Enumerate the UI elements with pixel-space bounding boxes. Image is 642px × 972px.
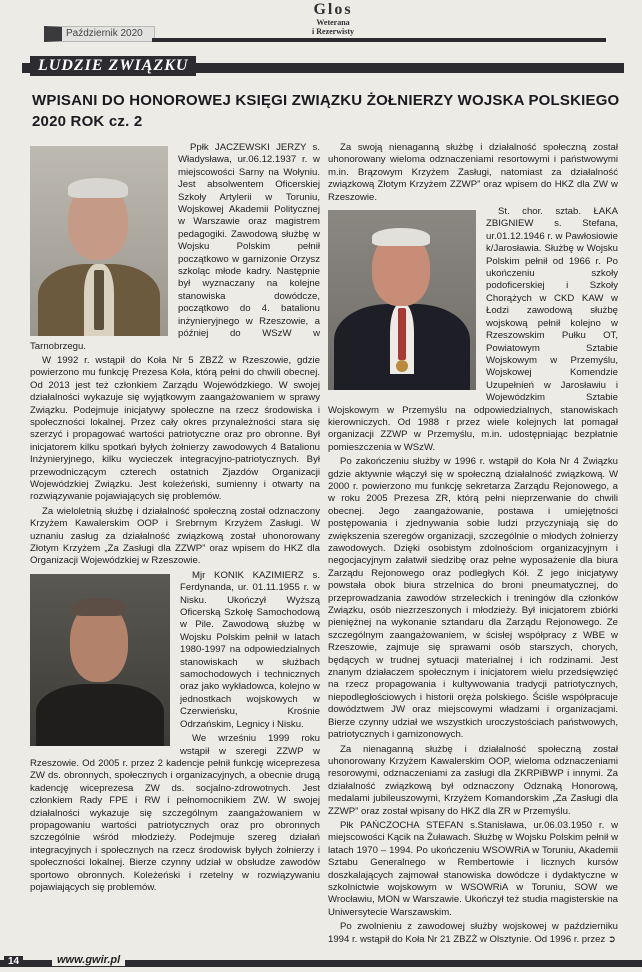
section-label: LUDZIE ZWIĄZKU — [30, 56, 196, 76]
section-banner — [22, 56, 624, 76]
article-body — [22, 142, 624, 966]
header-rule — [152, 38, 606, 42]
paragraph: Płk PAŃCZOCHA STEFAN s.Stanisława, ur.06.03.1950 r. w miejscowości Kącik na Żuławach. Służbę w Wojsku Polskim pełnił w latach 1970 – 1994. Po ukończeniu WSOWRiA w Toruniu, Akademii Sztabu Generalnego w Rembertowie i licznych kursów doszkalających zajmował stanowiska dowódcze i dydaktyczne w szkolnictwie wojskowym w WSOWRiA w Toruniu, SOW we Wrocławiu, MON w Warszawie. Ukończył też studia magisterskie na Uniwersytecie Warszawskim. — [328, 819, 618, 918]
paragraph: Za swoją nienaganną służbę i działalność społeczną został uhonorowany wieloma odznaczeniami resortowymi i państwowymi m.in. Brązowym Krzyżem Zasługi, natomiast za działalność związkową Złotym Krzyżem ZZWP” oraz wpisem do HKZ dla ZW w Rzeszowie. — [328, 142, 618, 203]
left-column — [30, 142, 320, 896]
article-title: WPISANI DO HONOROWEJ KSIĘGI ZWIĄZKU ŻOŁNIERZY WOJSKA POLSKIEGO 2020 ROK cz. 2 — [32, 92, 620, 130]
paragraph: St. chor. sztab. ŁAKA ZBIGNIEW s. Stefana, ur.01.12.1946 r. w Pawłosiowie k/Jarosławia. Służbę w Wojsku Polskim pełnił od 1966 r. Po ukończeniu szkoły podoficerskiej i Szkoły Chorążych w CKD KAW w Łodzi zawodową służbę wojskową pełnił kolejno w Rzeszowskim Pułku OT, Powiatowym Sztabie Wojskowym w Przemyślu, Wojskowej Komendzie Uzupełnień w Jarosławiu i Wojewódzkim Sztabie Wojskowym w Przemyślu na odpowiedzialnych, stanowiskach kierowniczych. Od 1988 r przez wiele kolejnych lat pomagał organizacji ZZWP w Przemyślu, m.in. udostępniając bezpłatnie pomieszczenia w WSzW. — [328, 206, 618, 453]
portrait-photo-laka — [328, 210, 476, 390]
paragraph: Za wieloletnią służbę i działalność społeczną został odznaczony Krzyżem Kawalerskim OOP i Srebrnym Krzyżem Zasługi. W uznaniu zasług za działalność związkową został uhonorowany Złotym Krzyżem „Za Zasługi dla ZZWP” oraz wpisem do HKZ dla Organizacji Wojewódzkiej w Rzeszowie. — [30, 505, 320, 567]
paragraph: Po zwolnieniu z zawodowej służby wojskowej w październiku 1994 r. wstąpił do Koła Nr 21 ZBZŻ w Olsztynie. Od 1996 r. przez ➲ — [328, 921, 618, 945]
website-link[interactable]: www.gwir.pl — [52, 954, 125, 966]
paragraph: Mjr KONIK KAZIMIERZ s. Ferdynanda, ur. 01.11.1955 r. w Nisku. Ukończył Wyższą Oficerską Szkołę Samochodową w Pile. Zawodową służbę w Wojsku Polskim pełnił w latach 1980-1997 na odpowiedzialnych stanowiskach w służbach samochodowych i technicznych oraz jako wykładowca, kolejno w jednostkach wojskowych w Czerwieńsku, Krośnie Odrzańskim, Legnicy i Nisku. — [180, 569, 320, 730]
masthead-line-3: i Rezerwisty — [312, 27, 354, 36]
paragraph: Ppłk JACZEWSKI JERZY s. Władysława, ur.06.12.1937 r. w miejscowości Sarny na Wołyniu. Jest absolwentem Oficerskiej Szkoły Artylerii w Toruniu, Wojskowej Akademii Politycznej w Warszawie oraz magistrem pedagogiki. Zawodową służbę w Wojsku Polskim pełnił początkowo w garnizonie Orzysz szkoląc młode kadry. Następnie był wyznaczany na kolejne stanowiska dowódcze, początkowo do 4. batalionu inżynieryjnego w Rzeszowie, a później do WSzW w Tarnobrzegu. — [30, 142, 320, 352]
paragraph: We wrześniu 1999 roku wstąpił w szeregi ZZWP w Rzeszowie. Od 2005 r. przez 2 kadencje pełnił funkcję wiceprezesa ZW ds. obronnych, społecznych i organizacyjnych, a obecnie drugą kadencję wiceprezesa ZW ds. socjalno-zdrowotnych. Jest członkiem Rady FPE i RW i pełnomocnikiem ZW. W swojej działalności wykazuje się szczególnym zaangażowaniem w propagowaniu wartości patriotycznych oraz pro obronnych szczególnie wśród młodzieży. Podejmuje szereg działań integracyjnych i społecznych na rzecz środowisk byłych żołnierzy i społeczności lokalnej. Bierze czynny udział w obsłudze zawodów sportowo obronnych. Koleżeński i rzetelny w rozwiązywaniu pojawiających się problemów. — [30, 733, 320, 893]
right-column — [328, 142, 618, 948]
page-number: 14 — [4, 956, 23, 967]
issue-date: Październik 2020 — [44, 26, 155, 42]
masthead — [304, 2, 362, 36]
paragraph: Po zakończeniu służby w 1996 r. wstąpił do Koła Nr 4 Związku gdzie aktywnie włączył się w społeczną działalność związkową. W 2000 r. powierzono mu funkcję sekretarza Zarządu Rejonowego, a w roku 2005 Prezesa ZR, którą pełni nieprzerwanie do chwili obecnej. Jego zaangażowanie, postawa i umiejętności postępowania i zjednywania sobie ludzi przyczyniają się do zwiększenia szeregów organizacji, szczególnie o młodych żołnierzy zawodowych. Dzięki osobistym zdolnościom organizacyjnym i negocjacyjnym załatwił siedzibę oraz pełne wyposażenie dla biura Zarządu Rejonowego oraz podległych Kół. Z jego inicjatywy powstała obok biura strzelnica do broni pneumatycznej, do przeprowadzania zawodów strzeleckich i treningów dla członków Związku, osób niezrzeszonych i młodzieży. Był inicjatorem zbiórki pieniężnej na wykonanie sztandaru dla Zarządu Rejonowego. Ze szczególnym zaangażowaniem, w ścisłej współpracy z WBE w Rzeszowie, zajmuje się sprawami osób starszych, chorych, będących w trudnej sytuacji materialnej i ich rodzinami. Jest znanym działaczem społecznym i inicjatorem wielu przedsięwzięć na rzecz propagowania i kultywowania tradycji patriotycznych, niepodległościowych i historii oręża polskiego. Ściśle współpracuje dowództwem JW oraz miejscowymi władzami i organizacjami. Bierze czynny udział we wszystkich uroczystościach państwowych, patriotycznych i garnizonowych. — [328, 456, 618, 741]
masthead-line-1: Glos — [313, 1, 353, 18]
page-footer — [0, 954, 642, 972]
portrait-photo-konik — [30, 574, 170, 746]
portrait-photo-jaczewski — [30, 146, 168, 336]
paragraph: W 1992 r. wstąpił do Koła Nr 5 ZBZŻ w Rzeszowie, gdzie powierzono mu funkcję Prezesa Koła, którą pełni do chwili obecnej. Od 2013 jest też członkiem Zarządu Wojewódzkiego. W swojej działalności wykazuje się wyjątkowym zaangażowaniem w sprawy Związku. Podejmuje inicjatywy społeczne na rzecz środowiska i społeczności lokalnej. Przez cały okres przynależności stara się szerzyć i propagować wartości patriotyczne oraz pro obronne. Był inicjatorem kilku spotkań byłych żołnierzy zawodowych 4 Batalionu Inżynieryjnego, kilku wycieczek integracyjno-patriotycznych. Był przewodniczącym czterech ostatnich Zjazdów Organizacji Wojewódzkiej Związku. Jest koleżeński, sumienny i otwarty na rozwiązywanie pojawiających się problemów. — [30, 354, 320, 503]
page-header — [22, 0, 624, 44]
masthead-line-2: Weterana — [316, 18, 350, 27]
paragraph: Za nienaganną służbę i działalność społeczną został uhonorowany Krzyżem Kawalerskim OOP, wieloma odznaczeniami resorowymi, odznaczeniami za zasługi dla ZKRPiBWP i innymi. Za działalność związkową był odznaczony Odznaką Honorową, medalami jubileuszowymi, Krzyżem Komandorskim „Za Zasługi dla ZZWP” oraz został wpisany do HKZ dla ZR w Przemyślu. — [328, 743, 618, 817]
